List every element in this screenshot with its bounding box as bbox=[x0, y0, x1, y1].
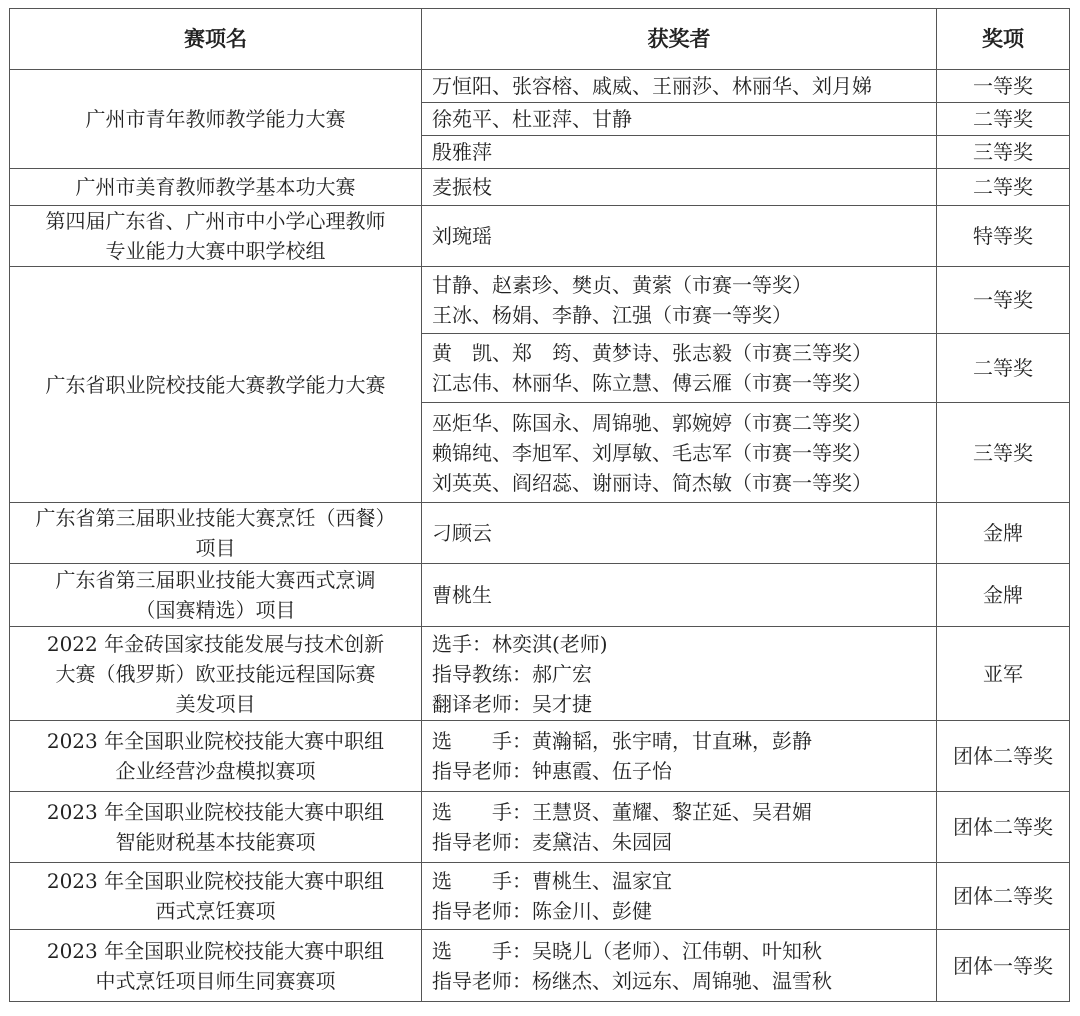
winner-cell bbox=[422, 334, 937, 403]
event-cell bbox=[10, 863, 422, 930]
winner-line: 万恒阳、张容榕、戚威、王丽莎、林丽华、刘月娣 bbox=[432, 74, 872, 98]
event-line: 西式烹饪赛项 bbox=[155, 899, 276, 923]
award-cell: 团体二等奖 bbox=[937, 721, 1070, 792]
winner-line: 指导老师：钟惠霞、伍子怡 bbox=[432, 759, 672, 783]
event-cell bbox=[10, 564, 422, 627]
event-line: 项目 bbox=[195, 536, 236, 560]
table-row bbox=[10, 863, 1070, 930]
winner-line: 赖锦纯、李旭军、刘厚敏、毛志军（市赛一等奖） bbox=[432, 440, 872, 465]
winner-line: 刘英英、阎绍蕊、谢丽诗、简杰敏（市赛一等奖） bbox=[432, 470, 872, 495]
award-cell: 二等奖 bbox=[937, 334, 1070, 403]
event-line: 广州市青年教师教学能力大赛 bbox=[85, 107, 346, 131]
header-award: 奖项 bbox=[937, 9, 1070, 70]
event-line: 2023 年全国职业院校技能大赛中职组 bbox=[46, 869, 385, 893]
event-cell bbox=[10, 206, 422, 267]
event-line: 2023 年全国职业院校技能大赛中职组 bbox=[46, 938, 385, 963]
table-row bbox=[10, 267, 1070, 334]
award-cell: 二等奖 bbox=[937, 169, 1070, 206]
winner-line: 选 手：王慧贤、董耀、黎芷延、吴君媚 bbox=[432, 800, 812, 824]
winner-line: 选 手：曹桃生、温家宜 bbox=[432, 869, 672, 893]
event-line: 2023 年全国职业院校技能大赛中职组 bbox=[46, 800, 385, 824]
event-line: 2023 年全国职业院校技能大赛中职组 bbox=[46, 729, 385, 753]
winner-cell bbox=[422, 169, 937, 206]
winner-cell bbox=[422, 206, 937, 267]
winner-line: 黄 凯、郑 筠、黄梦诗、张志毅（市赛三等奖） bbox=[432, 341, 872, 365]
winner-line: 麦振枝 bbox=[432, 175, 492, 199]
winner-line: 翻译老师：吴才捷 bbox=[432, 691, 592, 716]
winner-line: 指导教练：郝广宏 bbox=[432, 661, 592, 686]
event-cell bbox=[10, 721, 422, 792]
award-cell: 团体一等奖 bbox=[937, 930, 1070, 1002]
winner-cell bbox=[422, 267, 937, 334]
event-cell bbox=[10, 503, 422, 564]
event-line: 广东省第三届职业技能大赛西式烹调 bbox=[55, 568, 376, 592]
award-cell: 二等奖 bbox=[937, 103, 1070, 136]
awards-table bbox=[9, 8, 1070, 1002]
award-cell: 亚军 bbox=[937, 627, 1070, 721]
winner-line: 选 手：吴晓儿（老师）、江伟朝、叶知秋 bbox=[432, 938, 822, 963]
table-row bbox=[10, 169, 1070, 206]
winner-cell bbox=[422, 792, 937, 863]
event-line: 专业能力大赛中职学校组 bbox=[105, 239, 326, 263]
table-row bbox=[10, 503, 1070, 564]
event-line: （国赛精选）项目 bbox=[135, 598, 296, 622]
winner-line: 甘静、赵素珍、樊贞、黄萦（市赛一等奖） bbox=[432, 273, 812, 297]
winner-line: 选手：林奕淇(老师) bbox=[432, 631, 608, 656]
winner-line: 殷雅萍 bbox=[432, 140, 492, 164]
winner-cell bbox=[422, 564, 937, 627]
award-cell: 团体二等奖 bbox=[937, 863, 1070, 930]
winner-cell bbox=[422, 136, 937, 169]
event-line: 大赛（俄罗斯）欧亚技能远程国际赛 bbox=[55, 661, 376, 686]
event-line: 广州市美育教师教学基本功大赛 bbox=[75, 175, 356, 199]
table-row bbox=[10, 721, 1070, 792]
winner-line: 指导老师：杨继杰、刘远东、周锦驰、温雪秋 bbox=[432, 968, 832, 993]
winner-line: 指导老师：麦黛洁、朱园园 bbox=[432, 830, 672, 854]
award-cell: 金牌 bbox=[937, 503, 1070, 564]
table-row bbox=[10, 930, 1070, 1002]
winner-line: 江志伟、林丽华、陈立慧、傅云雁（市赛一等奖） bbox=[432, 371, 872, 395]
award-cell: 特等奖 bbox=[937, 206, 1070, 267]
winner-cell bbox=[422, 721, 937, 792]
event-cell bbox=[10, 267, 422, 503]
winner-line: 曹桃生 bbox=[432, 583, 492, 607]
table-row bbox=[10, 627, 1070, 721]
table-row bbox=[10, 564, 1070, 627]
winner-cell bbox=[422, 930, 937, 1002]
table-row bbox=[10, 70, 1070, 103]
award-cell: 三等奖 bbox=[937, 403, 1070, 503]
event-line: 第四届广东省、广州市中小学心理教师 bbox=[45, 209, 386, 233]
award-cell: 一等奖 bbox=[937, 267, 1070, 334]
header-winner: 获奖者 bbox=[422, 9, 937, 70]
award-cell: 金牌 bbox=[937, 564, 1070, 627]
winner-line: 选 手：黄瀚韬，张宇晴，甘直琳，彭静 bbox=[432, 729, 812, 753]
header-event: 赛项名 bbox=[10, 9, 422, 70]
winner-cell bbox=[422, 863, 937, 930]
winner-line: 刘琬瑶 bbox=[432, 224, 492, 248]
table-row bbox=[10, 206, 1070, 267]
event-line: 2022 年金砖国家技能发展与技术创新 bbox=[46, 631, 385, 656]
award-cell: 团体二等奖 bbox=[937, 792, 1070, 863]
winner-cell bbox=[422, 503, 937, 564]
event-line: 智能财税基本技能赛项 bbox=[115, 830, 316, 854]
award-cell: 一等奖 bbox=[937, 70, 1070, 103]
winner-cell bbox=[422, 403, 937, 503]
winner-line: 巫炬华、陈国永、周锦驰、郭婉婷（市赛二等奖） bbox=[432, 410, 872, 435]
event-line: 广东省职业院校技能大赛教学能力大赛 bbox=[45, 372, 386, 397]
award-cell: 三等奖 bbox=[937, 136, 1070, 169]
event-line: 企业经营沙盘模拟赛项 bbox=[115, 759, 316, 783]
winner-line: 徐苑平、杜亚萍、甘静 bbox=[432, 107, 632, 131]
event-cell bbox=[10, 70, 422, 169]
event-line: 中式烹饪项目师生同赛赛项 bbox=[95, 968, 336, 993]
winner-line: 王冰、杨娟、李静、江强（市赛一等奖） bbox=[432, 303, 792, 327]
event-cell bbox=[10, 627, 422, 721]
winner-cell bbox=[422, 70, 937, 103]
event-line: 广东省第三届职业技能大赛烹饪（西餐） bbox=[35, 506, 396, 530]
winner-line: 刁顾云 bbox=[432, 521, 492, 545]
winner-cell bbox=[422, 103, 937, 136]
event-cell bbox=[10, 930, 422, 1002]
event-cell bbox=[10, 792, 422, 863]
winner-line: 指导老师：陈金川、彭健 bbox=[432, 899, 652, 923]
table-row bbox=[10, 792, 1070, 863]
event-line: 美发项目 bbox=[175, 691, 256, 716]
winner-cell bbox=[422, 627, 937, 721]
event-cell bbox=[10, 169, 422, 206]
header-row bbox=[10, 9, 1070, 70]
